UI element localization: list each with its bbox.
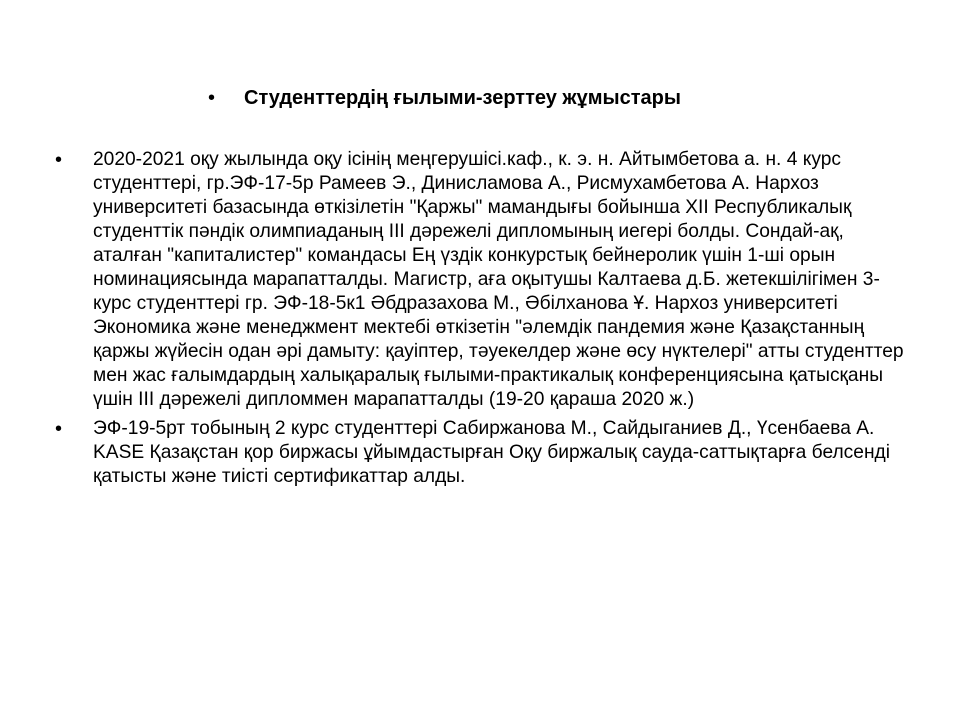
bullet-icon: • — [55, 418, 63, 440]
body-bullet-list — [55, 148, 915, 494]
paragraph-text: ЭФ-19-5рт тобының 2 курс студенттері Сабиржанова М., Сайдыганиев Д., Үсенбаева А. KASE Қазақстан қор биржасы ұйымдастырған Оқу биржалық сауда-саттықтарға белсенді қатысты және тиісті сертификаттар алды. — [93, 418, 891, 487]
list-item — [55, 417, 915, 489]
slide-title-row — [208, 84, 848, 112]
bullet-icon: • — [55, 149, 63, 171]
list-item — [55, 148, 915, 412]
paragraph-text: 2020-2021 оқу жылында оқу ісінің меңгерушісі.каф., к. э. н. Айтымбетова а. н. 4 курс студенттері, гр.ЭФ-17-5р Рамеев Э., Динисламова А., Рисмухамбетова А. Нархоз университеті базасында өткізілетін "Қаржы" мамандығы бойынша XII Республикалық студенттік пәндік олимпиаданың III дәрежелі дипломының иегері болды. Сондай-ақ, аталған "капиталистер" командасы Ең үздік конкурстық бейнеролик үшін 1-ші орын номинациясында марапатталды. Магистр, аға оқытушы Калтаева д.Б. жетекшілігімен 3-курс студенттері гр. ЭФ-18-5к1 Әбдразахова М., Әбілханова Ұ. Нархоз университеті Экономика және менеджмент мектебі өткізетін "әлемдік пандемия және Қазақстанның қаржы жүйесін одан әрі дамыту: қауіптер, тәуекелдер және өсу нүктелері" атты студенттер мен жас ғалымдардың халықаралық ғылыми-практикалық конференциясына қатысқаны үшін III дәрежелі дипломмен марапатталды (19-20 қараша 2020 ж.) — [93, 149, 904, 410]
slide-title: Студенттердің ғылыми-зерттеу жұмыстары — [244, 87, 681, 109]
title-bullet-icon: • — [208, 87, 216, 109]
